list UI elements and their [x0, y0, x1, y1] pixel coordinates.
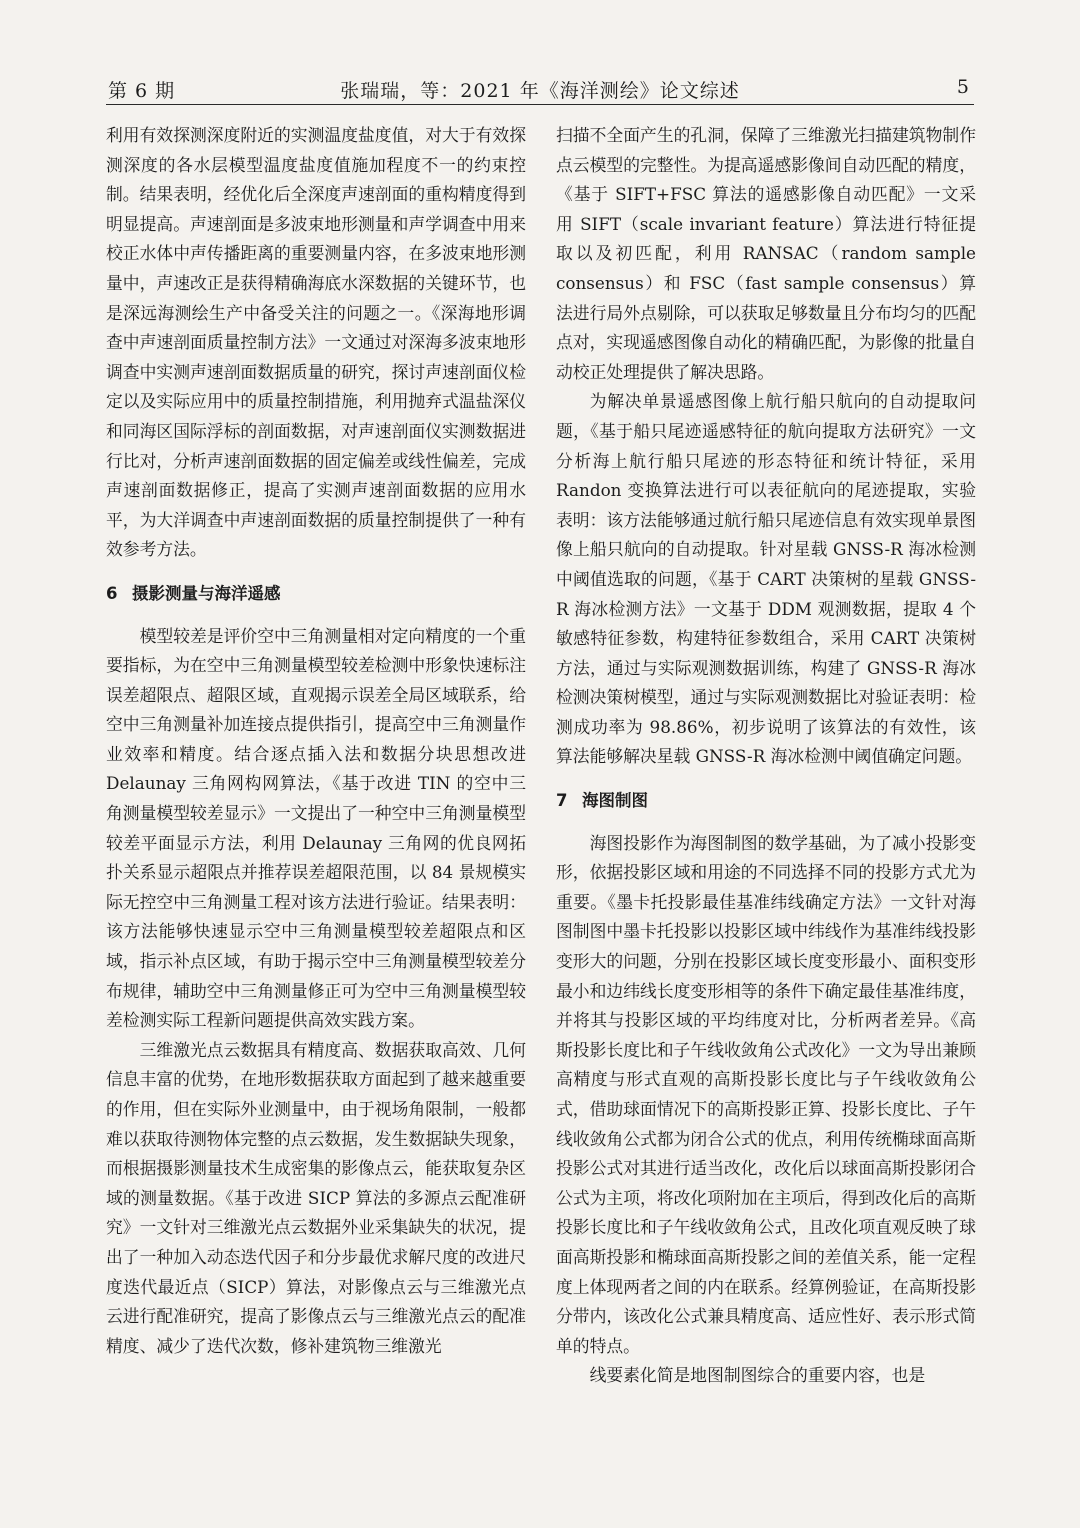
paragraph: 三维激光点云数据具有精度高、数据获取高效、几何信息丰富的优势，在地形数据获取方面起到了越来越重要的作用，但在实际外业测量中，由于视场角限制，一般都难以获取待测物体完整的点云数据，发生数据缺失现象，而根据摄影测量技术生成密集的影像点云，能获取复杂区域的测量数据。《基于改进 SICP 算法的多源点云配准研究》一文针对三维激光点云数据外业采集缺失的状况，提出了一种加入动态迭代因子和分步最优求解尺度的改进尺度迭代最近点（SICP）算法，对影像点云与三维激光点云进行配准研究，提高了影像点云与三维激光点云的配准精度、减少了迭代次数，修补建筑物三维激光 [106, 1039, 526, 1356]
issue-label: 第 6 期 [108, 80, 176, 102]
section-number: 6 [106, 583, 118, 603]
paragraph: 为解决单景遥感图像上航行船只航向的自动提取问题，《基于船只尾迹遥感特征的航向提取方法研究》一文分析海上航行船只尾迹的形态特征和统计特征，采用 Randon 变换算法进行可以表征航向的尾迹提取，实验表明：该方法能够通过航行船只尾迹信息有效实现单景图像上船只航向的自动提取。针对星载 GNSS-R 海冰检测中阈值选取的问题，《基于 CART 决策树的星载 GNSS-R 海冰检测方法》一文基于 DDM 观测数据，提取 4 个敏感特征参数，构建特征参数组合，采用 CART 决策树方法，通过与实际观测数据训练，构建了 GNSS-R 海冰检测决策树模型，通过与实际观测数据比对验证表明：检测成功率为 98.86%，初步说明了该算法的有效性，该算法能够解决星载 GNSS-R 海冰检测中阈值确定问题。 [556, 391, 976, 767]
paragraph: 海图投影作为海图制图的数学基础，为了减小投影变形，依据投影区域和用途的不同选择不同的投影方式尤为重要。《墨卡托投影最佳基准纬线确定方法》一文针对海图制图中墨卡托投影以投影区域中纬线作为基准纬线投影变形大的问题，分别在投影区域长度变形最小、面积变形最小和边纬线长度变形相等的条件下确定最佳基准纬度，并将其与投影区域的平均纬度对比，分析两者差异。《高斯投影长度比和子午线收敛角公式改化》一文为导出兼顾高精度与形式直观的高斯投影长度比与子午线收敛角公式，借助球面情况下的高斯投影正算、投影长度比、子午线收敛角公式都为闭合公式的优点，利用传统椭球面高斯投影公式对其进行适当改化，改化后以球面高斯投影闭合公式为主项，将改化项附加在主项后，得到改化后的高斯投影长度比和子午线收敛角公式，且改化项直观反映了球面高斯投影和椭球面高斯投影之间的差值关系，能一定程度上体现两者之间的内在联系。经算例验证，在高斯投影分带内，该改化公式兼具精度高、适应性好、表示形式简单的特点。 [556, 832, 976, 1356]
running-header [106, 70, 974, 105]
paragraph: 线要素化简是地图制图综合的重要内容，也是 [589, 1365, 926, 1386]
section-number: 7 [556, 791, 568, 811]
right-column [556, 121, 976, 1391]
section-title: 海图制图 [582, 791, 648, 811]
paragraph: 扫描不全面产生的孔洞，保障了三维激光扫描建筑物制作点云模型的完整性。为提高遥感影像间自动匹配的精度，《基于 SIFT+FSC 算法的遥感影像自动匹配》一文采用 SIFT（scale invariant feature）算法进行特征提取以及初匹配，利用 RANSAC（random sample consensus）和 FSC（fast sample consensus）算法进行局外点剔除，可以获取足够数量且分布均匀的匹配点对，实现遥感图像自动化的精确匹配，为影像的批量自动校正处理提供了解决思路。 [556, 125, 976, 382]
paragraph: 利用有效探测深度附近的实测温度盐度值，对大于有效探测深度的各水层模型温度盐度值施加程度不一的约束控制。结果表明，经优化后全深度声速剖面的重构精度得到明显提高。声速剖面是多波束地形测量和声学调查中用来校正水体中声传播距离的重要测量内容，在多波束地形测量中，声速改正是获得精确海底水深数据的关键环节，也是深远海测绘生产中备受关注的问题之一。《深海地形调查中声速剖面质量控制方法》一文通过对深海多波束地形调查中实测声速剖面数据质量的研究，探讨声速剖面仪检定以及实际应用中的质量控制措施，利用抛弃式温盐深仪和同海区国际浮标的剖面数据，对声速剖面仪实测数据进行比对，分析声速剖面数据的固定偏差或线性偏差，完成声速剖面数据修正，提高了实测声速剖面数据的应用水平，为大洋调查中声速剖面数据的质量控制提供了一种有效参考方法。 [106, 125, 526, 560]
section-heading-6 [106, 579, 526, 609]
running-title: 张瑞瑞，等：2021 年《海洋测绘》论文综述 [340, 80, 740, 102]
section-title: 摄影测量与海洋遥感 [132, 583, 281, 603]
section-heading-7 [556, 786, 976, 816]
paragraph: 模型较差是评价空中三角测量相对定向精度的一个重要指标，为在空中三角测量模型较差检测中形象快速标注误差超限点、超限区域，直观揭示误差全局区域联系，给空中三角测量补加连接点提供指引，提高空中三角测量作业效率和精度。结合逐点插入法和数据分块思想改进 Delaunay 三角网构网算法，《基于改进 TIN 的空中三角测量模型较差显示》一文提出了一种空中三角测量模型较差平面显示方法，利用 Delaunay 三角网的优良网拓扑关系显示超限点并推荐误差超限范围，以 84 景规模实际无控空中三角测量工程对该方法进行验证。结果表明：该方法能够快速显示空中三角测量模型较差超限点和区域，指示补点区域，有助于揭示空中三角测量模型较差分布规律，辅助空中三角测量修正可为空中三角测量模型较差检测实际工程新问题提供高效实践方案。 [106, 625, 526, 1031]
left-column [106, 121, 526, 1361]
page-number: 5 [956, 76, 970, 98]
